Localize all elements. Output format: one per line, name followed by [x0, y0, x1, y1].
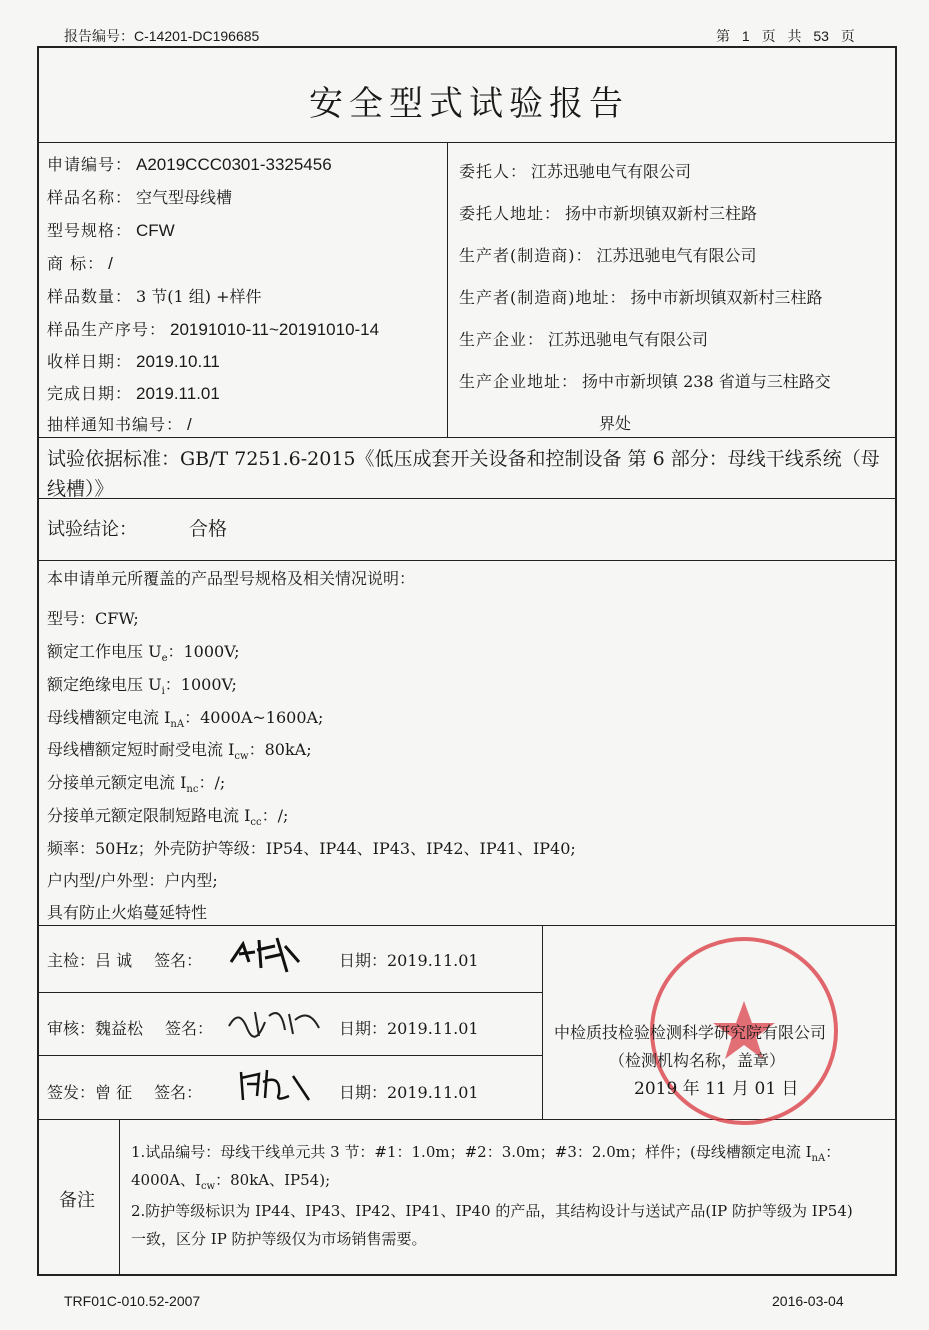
signature-row-reviewer: 审核：魏益松 签名： — [47, 1019, 214, 1038]
field-factory-address: 生产企业地址： 扬中市新坝镇 238 省道与三柱路交 — [459, 372, 831, 391]
spec-frequency-ip: 频率：50Hz；外壳防护等级：IP54、IP44、IP43、IP42、IP41、IP40; — [47, 839, 576, 858]
spec-indoor: 户内型/户外型：户内型; — [47, 871, 218, 890]
remark-line-4: 一致，区分 IP 防护等级仅为市场销售需要。 — [131, 1230, 427, 1248]
signature-row-approver: 签发：曾 征 签名： — [47, 1083, 203, 1102]
field-factory: 生产企业： 江苏迅驰电气有限公司 — [459, 330, 709, 349]
spec-icc: 分接单元额定限制短路电流 $I_{cc}$：/; — [47, 806, 289, 829]
report-frame — [37, 46, 897, 1276]
field-serial-no: 样品生产序号： 20191010-11~20191010-14 — [47, 320, 380, 339]
lab-stamp-note: （检测机构名称，盖章） — [609, 1051, 786, 1070]
divider — [39, 992, 542, 993]
signature-date-inspector: 日期：2019.11.01 — [339, 951, 479, 970]
signature-row-inspector: 主检：吕 诚 签名： — [47, 951, 203, 970]
field-model: 型号规格： CFW — [47, 221, 175, 240]
report-number: 报告编号：C-14201-DC196685 — [64, 28, 260, 44]
divider — [39, 142, 895, 143]
spec-icw: 母线槽额定短时耐受电流 $I_{cw}$：80kA; — [47, 740, 312, 763]
field-received-date: 收样日期： 2019.10.11 — [47, 352, 220, 371]
signature-date-approver: 日期：2019.11.01 — [339, 1083, 479, 1102]
spec-ui: 额定绝缘电压 $U_i$：1000V; — [47, 675, 237, 698]
field-manufacturer-address: 生产者(制造商)地址： 扬中市新坝镇双新村三柱路 — [459, 288, 823, 307]
field-client: 委托人： 江苏迅驰电气有限公司 — [459, 162, 692, 181]
remark-label: 备注 — [59, 1190, 95, 1211]
divider — [39, 560, 895, 561]
column-divider — [542, 925, 543, 1119]
lab-date: 2019 年 11 月 01 日 — [634, 1079, 799, 1099]
page-indicator: 第 1 页 共 53 页 — [716, 28, 855, 44]
report-title: 安全型式试验报告 — [309, 84, 629, 124]
spec-ue: 额定工作电压 $U_e$：1000V; — [47, 642, 240, 665]
spec-model: 型号：CFW; — [47, 609, 139, 628]
remark-line-1: 1.试品编号：母线干线单元共 3 节：#1：1.0m；#2：3.0m；#3：2.0m；样件；(母线槽额定电流 $I_{nA}$： — [131, 1143, 841, 1164]
signature-inspector — [225, 932, 305, 976]
field-sample-quantity: 样品数量： 3 节(1 组) +样件 — [47, 287, 262, 306]
test-conclusion: 试验结论： 合格 — [47, 518, 228, 540]
remark-line-3: 2.防护等级标识为 IP44、IP43、IP42、IP41、IP40 的产品，其结构设计与送试产品(IP 防护等级为 IP54) — [131, 1202, 853, 1220]
field-application-no: 申请编号： A2019CCC0301-3325456 — [47, 155, 332, 174]
field-factory-address-cont: 界处 — [599, 414, 632, 433]
field-manufacturer: 生产者(制造商)： 江苏迅驰电气有限公司 — [459, 246, 757, 265]
divider — [39, 1055, 542, 1056]
form-number: TRF01C-010.52-2007 — [64, 1293, 201, 1309]
signature-approver — [235, 1064, 315, 1106]
spec-fire: 具有防止火焰蔓延特性 — [47, 903, 208, 922]
field-sampling-notice-no: 抽样通知书编号： / — [47, 415, 192, 434]
test-standard: 试验依据标准：GB/T 7251.6-2015《低压成套开关设备和控制设备 第 6 部分：母线干线系统（母线槽）》 — [47, 448, 880, 500]
spec-intro: 本申请单元所覆盖的产品型号规格及相关情况说明： — [47, 569, 416, 588]
spec-ina: 母线槽额定电流 $I_{nA}$：4000A~1600A; — [47, 708, 324, 731]
field-completed-date: 完成日期： 2019.11.01 — [47, 384, 220, 403]
remark-line-2: 4000A、$I_{cw}$：80kA、IP54); — [131, 1171, 331, 1192]
field-sample-name: 样品名称： 空气型母线槽 — [47, 188, 233, 207]
signature-reviewer — [225, 1002, 325, 1042]
divider — [39, 925, 895, 926]
spec-inc: 分接单元额定电流 $I_{nc}$：/; — [47, 773, 226, 796]
field-client-address: 委托人地址： 扬中市新坝镇双新村三柱路 — [459, 204, 758, 223]
field-trademark: 商 标： / — [47, 254, 113, 273]
signature-date-reviewer: 日期：2019.11.01 — [339, 1019, 479, 1038]
divider — [39, 437, 895, 438]
form-date: 2016-03-04 — [772, 1293, 844, 1309]
lab-name: 中检质技检验检测科学研究院有限公司 — [554, 1023, 827, 1042]
column-divider — [119, 1119, 120, 1276]
column-divider — [447, 142, 448, 437]
